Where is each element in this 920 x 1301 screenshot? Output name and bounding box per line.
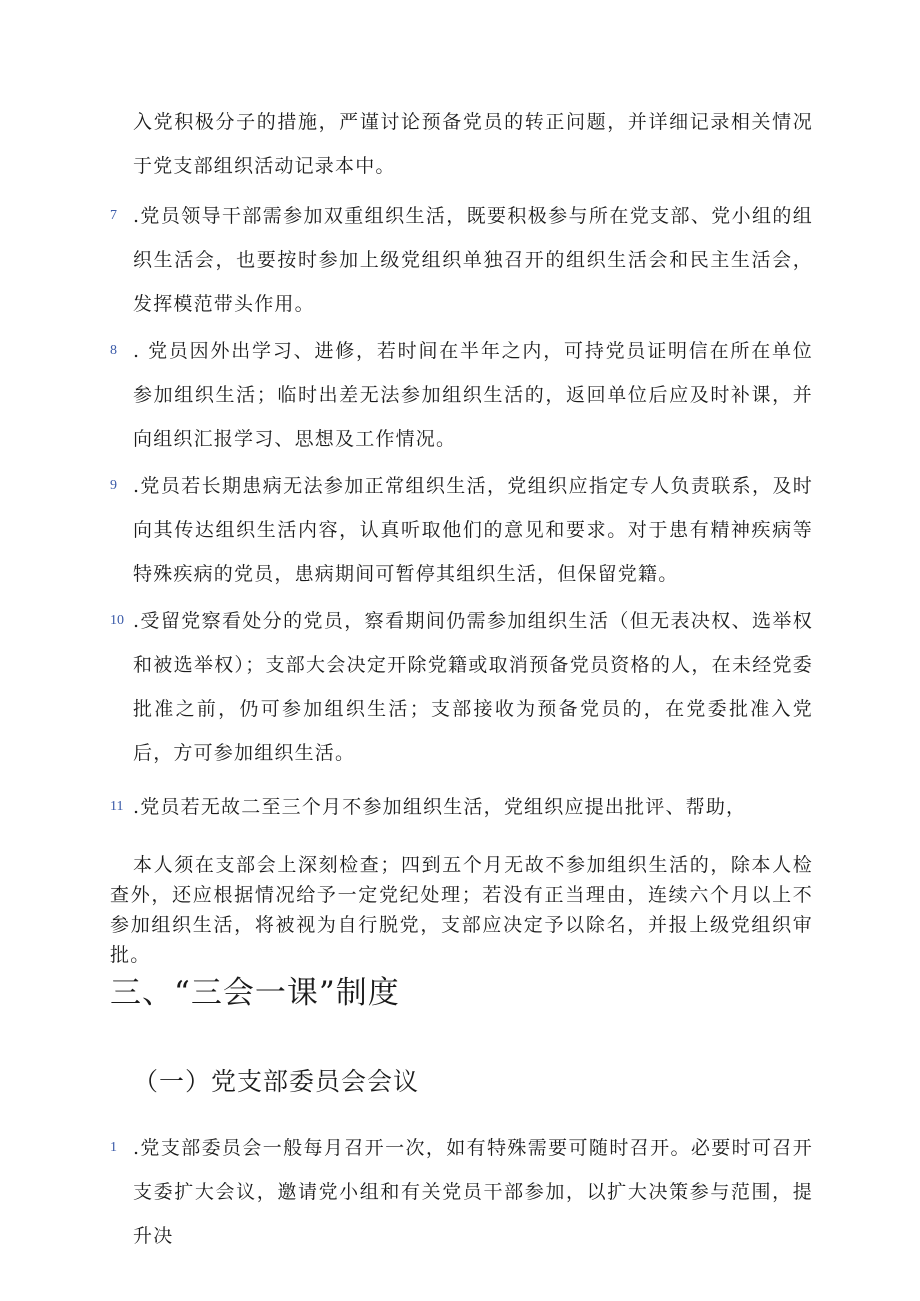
list-item-number: 11 [110, 799, 124, 814]
body-paragraph: 本人须在支部会上深刻检查；四到五个月无故不参加组织生活的，除本人检查外，还应根据情况给予一定党纪处理；若没有正当理由，连续六个月以上不参加组织生活，将被视为自行脱党，支部应决定予以除名，并报上级党组织审批。 [110, 854, 813, 966]
list-item-11 [110, 785, 813, 829]
list-item-text: .党支部委员会一般每月召开一次，如有特殊需要可随时召开。必要时可召开支委扩大会议，邀请党小组和有关党员干部参加，以扩大决策参与范围，提升决 [133, 1137, 813, 1247]
subsection-heading: （一）党支部委员会会议 [133, 1067, 420, 1096]
sub-list-item-1 [110, 1126, 813, 1258]
list-item-10 [110, 599, 813, 775]
continuation-paragraph: 入党积极分子的措施，严谨讨论预备党员的转正问题，并详细记录相关情况于党支部组织活动记录本中。 [133, 111, 813, 177]
list-item-text: . 党员因外出学习、进修，若时间在半年之内，可持党员证明信在所在单位参加组织生活；临时出差无法参加组织生活的，返回单位后应及时补课，并向组织汇报学习、思想及工作情况。 [133, 340, 813, 450]
list-item-number: 9 [110, 478, 117, 493]
list-item-number: 8 [110, 343, 117, 358]
list-item-9 [110, 464, 813, 596]
list-item-text: .党员若无故二至三个月不参加组织生活，党组织应提出批评、帮助， [133, 796, 747, 818]
list-item-number: 10 [110, 613, 124, 628]
list-item-8 [110, 329, 813, 461]
list-item-number: 7 [110, 208, 117, 223]
list-item-number: 1 [110, 1140, 117, 1155]
section-heading: 三、“三会一课”制度 [110, 975, 400, 1011]
list-item-text: .党员领导干部需参加双重组织生活，既要积极参与所在党支部、党小组的组织生活会，也要按时参加上级党组织单独召开的组织生活会和民主生活会，发挥模范带头作用。 [133, 205, 813, 315]
list-item-7 [110, 194, 813, 326]
list-item-text: .党员若长期患病无法参加正常组织生活，党组织应指定专人负责联系，及时向其传达组织生活内容，认真听取他们的意见和要求。对于患有精神疾病等特殊疾病的党员，患病期间可暂停其组织生活，但保留党籍。 [133, 475, 813, 585]
list-item-text: .受留党察看处分的党员，察看期间仍需参加组织生活（但无表决权、选举权和被选举权）；支部大会决定开除党籍或取消预备党员资格的人，在未经党委批准之前，仍可参加组织生活；支部接收为预备党员的，在党委批准入党后，方可参加组织生活。 [133, 610, 813, 764]
